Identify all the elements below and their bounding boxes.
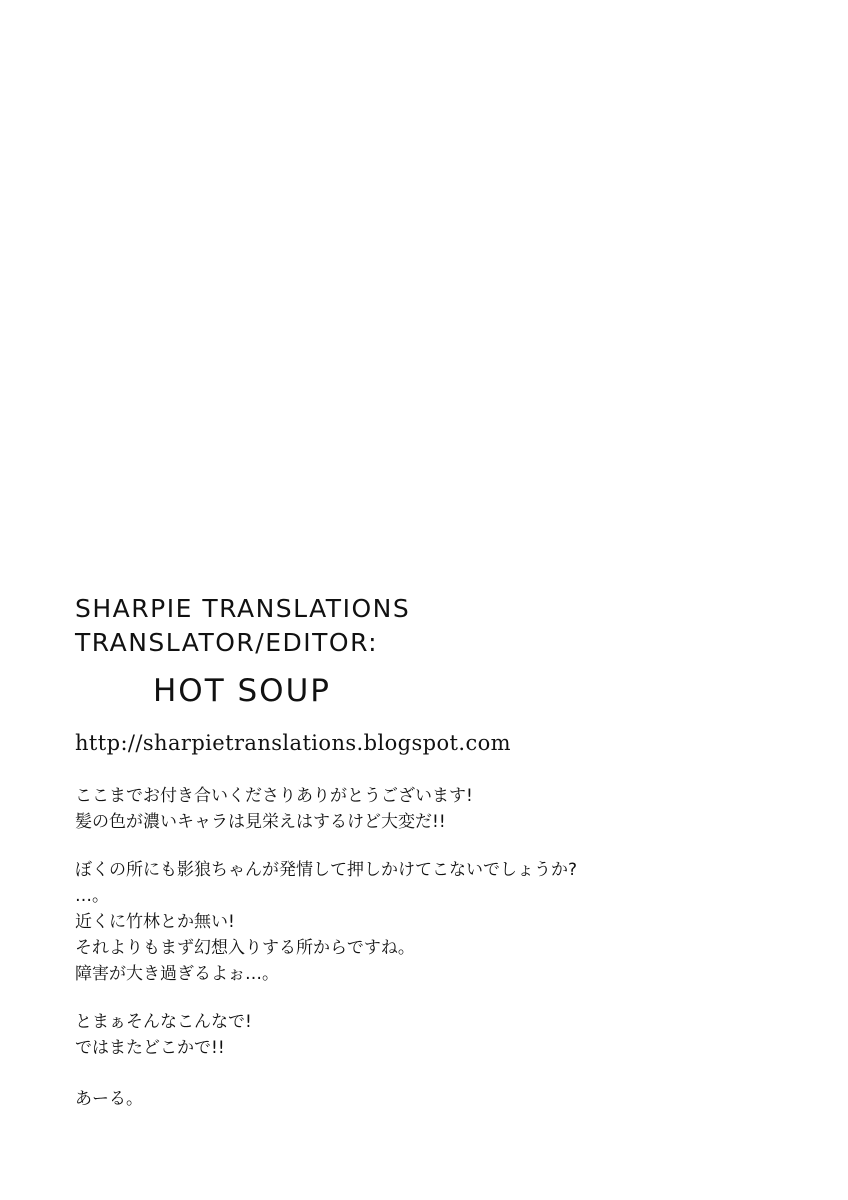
afterword-line: 近くに竹林とか無い! (75, 912, 235, 932)
afterword-line: ではまたどこかで!! (75, 1038, 225, 1058)
afterword-line: 障害が大き過ぎるよぉ…。 (75, 964, 279, 984)
afterword-line: 髪の色が濃いキャラは見栄えはするけど大変だ!! (75, 812, 446, 832)
afterword-line: ここまでお付き合いくださりありがとうございます! (75, 786, 473, 806)
afterword-paragraph-3 (75, 1009, 795, 1061)
afterword-line: それよりもまず幻想入りする所からですね。 (75, 938, 415, 958)
afterword-line: とまぁそんなこんなで! (75, 1012, 252, 1032)
afterword-paragraph-2 (75, 857, 795, 987)
afterword-line: …。 (75, 886, 109, 906)
credits-role-label: TRANSLATOR/EDITOR: (75, 628, 379, 657)
credits-blog-url[interactable]: http://sharpietranslations.blogspot.com (75, 731, 511, 755)
credits-group-name: SHARPIE TRANSLATIONS (75, 594, 411, 623)
credits-person-name: HOT SOUP (153, 673, 331, 709)
afterword-paragraph-1 (75, 783, 795, 835)
afterword-line: ぼくの所にも影狼ちゃんが発情して押しかけてこないでしょうか? (75, 860, 578, 880)
author-signature: あーる。 (75, 1089, 143, 1109)
credits-block (75, 592, 775, 758)
afterword-text (75, 783, 795, 1061)
